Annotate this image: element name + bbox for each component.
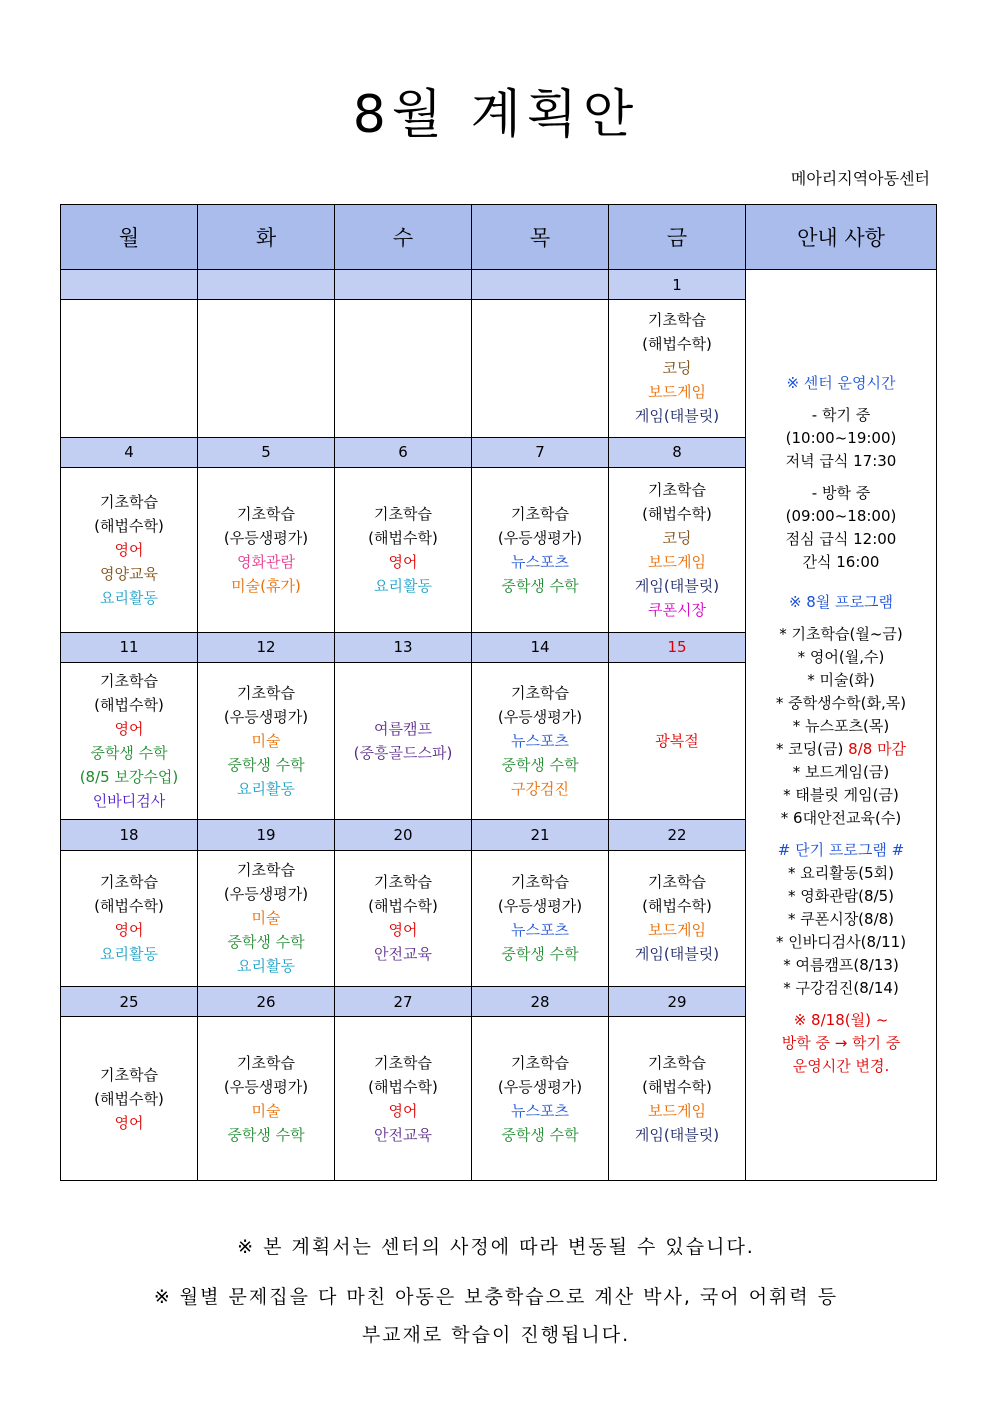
activity-item: 기초학습 (374, 1053, 432, 1072)
activity-item: 기초학습 (100, 492, 158, 511)
activity-item: 기초학습 (648, 873, 706, 892)
notice-line: * 코딩(금) 8/8 마감 (775, 740, 907, 758)
day-activities (61, 1017, 198, 1181)
notice-line: - 방학 중 (811, 484, 871, 502)
notice-line: * 여름캠프(8/13) (783, 956, 899, 974)
notice-line: * 뉴스포츠(목) (792, 717, 890, 735)
day-activities (61, 467, 198, 632)
page-title: 8월 계획안 (352, 85, 640, 145)
day-activities (198, 467, 335, 632)
day-activities (609, 1017, 746, 1181)
activity-item: 중학생 수학 (227, 933, 305, 952)
activity-item: 미술 (251, 909, 281, 928)
activity-item: (우등생평가) (223, 885, 309, 904)
weekday-header: 목 (472, 205, 609, 270)
activity-item: (해법수학) (368, 1077, 438, 1096)
date-cell: 7 (472, 437, 609, 467)
day-activities (609, 662, 746, 820)
activity-item: 광복절 (655, 732, 699, 751)
day-activities (198, 1017, 335, 1181)
activity-item: 영어 (114, 720, 144, 739)
activity-item: 기초학습 (374, 873, 432, 892)
day-activities (198, 850, 335, 987)
day-activities (335, 1017, 472, 1181)
notice-line: - 학기 중 (811, 406, 871, 424)
notice-line: 저녁 급식 17:30 (785, 452, 897, 470)
organization-name: 메아리지역아동센터 (790, 169, 930, 188)
notice-line: * 6대안전교육(수) (780, 809, 902, 827)
activity-item: 요리활동 (374, 576, 432, 595)
activity-item: 영어 (114, 921, 144, 940)
day-activities (472, 467, 609, 632)
day-activities (335, 300, 472, 438)
activity-item: 요리활동 (100, 588, 158, 607)
activity-item: 기초학습 (374, 504, 432, 523)
activity-item: 코딩 (662, 359, 692, 378)
activity-item: 기초학습 (648, 1053, 706, 1072)
activity-item: 기초학습 (511, 504, 569, 523)
empty-date-cell (472, 270, 609, 300)
activity-item: 기초학습 (237, 1053, 295, 1072)
activity-item: 영어 (114, 1113, 144, 1132)
date-cell: 1 (609, 270, 746, 300)
notice-line: * 중학생수학(화,목) (775, 694, 907, 712)
activity-item: 게임(태블릿) (634, 407, 720, 426)
activity-item: 미술(휴가) (231, 576, 301, 595)
footer-note-1: ※ 본 계획서는 센터의 사정에 따라 변동될 수 있습니다. (237, 1236, 755, 1258)
notice-line: ※ 센터 운영시간 (786, 374, 896, 392)
activity-item: (해법수학) (94, 696, 164, 715)
notice-line: * 인바디검사(8/11) (775, 933, 907, 951)
activity-item: 영어 (388, 921, 418, 940)
empty-date-cell (61, 270, 198, 300)
activity-item: 안전교육 (374, 945, 432, 964)
date-cell: 25 (61, 987, 198, 1017)
activity-item: 중학생 수학 (90, 744, 168, 763)
notice-line: * 보드게임(금) (792, 763, 890, 781)
activity-item: 기초학습 (237, 504, 295, 523)
notice-line: # 단기 프로그램 # (777, 841, 905, 859)
activity-item: 기초학습 (648, 311, 706, 330)
activity-item: (우등생평가) (223, 528, 309, 547)
date-cell: 19 (198, 820, 335, 850)
notice-line: * 영어(월,수) (797, 648, 885, 666)
activity-item: 기초학습 (100, 873, 158, 892)
activity-item: 게임(태블릿) (634, 1125, 720, 1144)
activity-item: (해법수학) (94, 1089, 164, 1108)
notice-line: * 요리활동(5회) (788, 864, 894, 882)
activity-item: 미술 (251, 1101, 281, 1120)
activity-item: 인바디검사 (92, 792, 166, 811)
activity-item: 안전교육 (374, 1125, 432, 1144)
day-activities (198, 300, 335, 438)
calendar-table (60, 204, 937, 1181)
day-activities (472, 300, 609, 438)
notice-highlight: 8/8 마감 (848, 740, 907, 758)
day-activities (198, 662, 335, 820)
activity-item: (해법수학) (368, 897, 438, 916)
activity-item: 기초학습 (237, 861, 295, 880)
activity-item: 기초학습 (511, 1053, 569, 1072)
activity-item: 게임(태블릿) (634, 945, 720, 964)
footer-note-3: 부교재로 학습이 진행됩니다. (361, 1324, 631, 1346)
date-cell: 11 (61, 632, 198, 662)
activity-item: 중학생 수학 (227, 1125, 305, 1144)
activity-item: (우등생평가) (223, 708, 309, 727)
activity-item: (8/5 보강수업) (79, 768, 179, 787)
activity-item: (우등생평가) (497, 708, 583, 727)
date-cell: 26 (198, 987, 335, 1017)
activity-item: 보드게임 (648, 1101, 706, 1120)
date-cell: 8 (609, 437, 746, 467)
activity-item: (우등생평가) (497, 897, 583, 916)
activity-item: 중학생 수학 (501, 1125, 579, 1144)
notice-panel (746, 270, 937, 1181)
day-activities (472, 850, 609, 987)
activity-item: 요리활동 (237, 957, 295, 976)
day-activities (609, 467, 746, 632)
date-cell: 5 (198, 437, 335, 467)
day-activities (335, 662, 472, 820)
day-activities (609, 850, 746, 987)
notice-line: * 영화관람(8/5) (787, 887, 895, 905)
activity-item: 보드게임 (648, 552, 706, 571)
notice-line: 간식 16:00 (802, 553, 880, 571)
activity-item: (해법수학) (368, 528, 438, 547)
date-cell: 18 (61, 820, 198, 850)
empty-date-cell (198, 270, 335, 300)
empty-date-cell (335, 270, 472, 300)
date-cell: 21 (472, 820, 609, 850)
notice-line: (10:00~19:00) (785, 429, 897, 447)
notice-line: 방학 중 → 학기 중 (781, 1034, 901, 1052)
activity-item: 뉴스포츠 (511, 1101, 569, 1120)
activity-item: 영양교육 (100, 564, 158, 583)
weekday-header: 월 (61, 205, 198, 270)
weekday-header: 금 (609, 205, 746, 270)
activity-item: 기초학습 (648, 480, 706, 499)
activity-item: 중학생 수학 (227, 756, 305, 775)
date-cell: 27 (335, 987, 472, 1017)
activity-item: 뉴스포츠 (511, 732, 569, 751)
activity-item: 영화관람 (237, 552, 295, 571)
notice-line: * 기초학습(월~금) (779, 625, 903, 643)
activity-item: 보드게임 (648, 383, 706, 402)
date-cell: 6 (335, 437, 472, 467)
activity-item: (우등생평가) (497, 528, 583, 547)
day-activities (61, 850, 198, 987)
activity-item: (해법수학) (94, 897, 164, 916)
notice-line: 운영시간 변경. (792, 1057, 890, 1075)
activity-item: 영어 (388, 552, 418, 571)
notice-line: 점심 급식 12:00 (785, 530, 897, 548)
date-cell: 14 (472, 632, 609, 662)
activity-item: 중학생 수학 (501, 945, 579, 964)
date-cell: 29 (609, 987, 746, 1017)
notice-header: 안내 사항 (746, 205, 937, 270)
day-activities (335, 467, 472, 632)
date-cell: 22 (609, 820, 746, 850)
activity-item: 게임(태블릿) (634, 576, 720, 595)
activity-item: 요리활동 (237, 780, 295, 799)
activity-item: (해법수학) (642, 504, 712, 523)
activity-item: 미술 (251, 732, 281, 751)
notice-line: * 태블릿 게임(금) (783, 786, 899, 804)
activity-item: 기초학습 (100, 1065, 158, 1084)
activity-item: 코딩 (662, 528, 692, 547)
date-cell: 15 (609, 632, 746, 662)
activity-item: 중학생 수학 (501, 576, 579, 595)
activity-item: 영어 (388, 1101, 418, 1120)
date-cell: 20 (335, 820, 472, 850)
day-activities (472, 1017, 609, 1181)
weekday-header: 화 (198, 205, 335, 270)
date-cell: 12 (198, 632, 335, 662)
notice-line: * 미술(화) (807, 671, 875, 689)
activity-item: 중학생 수학 (501, 756, 579, 775)
activity-item: (해법수학) (94, 516, 164, 535)
date-cell: 28 (472, 987, 609, 1017)
activity-item: 보드게임 (648, 921, 706, 940)
activity-item: 뉴스포츠 (511, 921, 569, 940)
notice-line: * 쿠폰시장(8/8) (787, 910, 895, 928)
notice-line: ※ 8/18(월) ~ (793, 1011, 889, 1029)
activity-item: 여름캠프 (374, 720, 432, 739)
activity-item: 기초학습 (511, 684, 569, 703)
activity-item: 영어 (114, 540, 144, 559)
day-activities (472, 662, 609, 820)
activity-item: 기초학습 (100, 672, 158, 691)
notice-line: ※ 8월 프로그램 (788, 593, 894, 611)
activity-item: 기초학습 (511, 873, 569, 892)
date-cell: 13 (335, 632, 472, 662)
date-cell: 4 (61, 437, 198, 467)
activity-item: 요리활동 (100, 945, 158, 964)
notice-line: * 구강검진(8/14) (783, 979, 899, 997)
date-row (61, 270, 937, 300)
activity-item: (해법수학) (642, 1077, 712, 1096)
notice-line: (09:00~18:00) (785, 507, 897, 525)
activity-item: (우등생평가) (223, 1077, 309, 1096)
day-activities (335, 850, 472, 987)
activity-item: 뉴스포츠 (511, 552, 569, 571)
day-activities (609, 300, 746, 438)
activity-item: (해법수학) (642, 897, 712, 916)
footer-note-2: ※ 월별 문제집을 다 마친 아동은 보충학습으로 계산 박사, 국어 어휘력 등 (153, 1286, 839, 1308)
activity-item: (중흥골드스파) (353, 744, 453, 763)
weekday-header: 수 (335, 205, 472, 270)
activity-item: (해법수학) (642, 335, 712, 354)
day-activities (61, 300, 198, 438)
weekday-header-row (61, 205, 937, 270)
activity-item: 기초학습 (237, 684, 295, 703)
activity-item: 구강검진 (511, 780, 569, 799)
day-activities (61, 662, 198, 820)
activity-item: 쿠폰시장 (648, 600, 706, 619)
activity-item: (우등생평가) (497, 1077, 583, 1096)
